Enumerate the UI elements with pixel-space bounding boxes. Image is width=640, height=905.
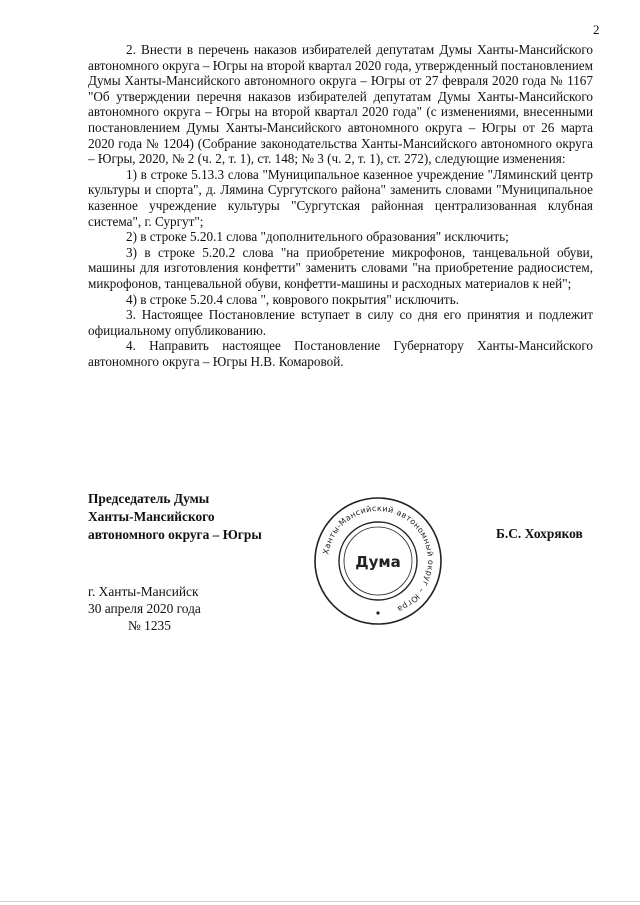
paragraph-amendments-intro: 2. Внести в перечень наказов избирателей депутатам Думы Ханты-Мансийского автономного округа – Югры на второй квартал 2020 года, утвержденный постановлением Думы Ханты-Мансийского автономного округа – Югры от 27 февраля 2020 года № 1167 "Об утверждении перечня наказов избирателей депутатам Думы Ханты-Мансийского автономного округа – Югры на второй квартал 2020 года" (с изменениями, внесенными постановлением Думы Ханты-Мансийского автономного округа – Югры от 26 марта 2020 года № 1204) (Собрание законодательства Ханты-Мансийского автономного округа – Югры, 2020, № 2 (ч. 2, т. 1), ст. 148; № 3 (ч. 2, т. 1), ст. 272), следующие изменения: (88, 42, 593, 167)
signatory-title-line: Ханты-Мансийского (88, 509, 215, 524)
paragraph-amendment-3: 3) в строке 5.20.2 слова "на приобретение микрофонов, танцевальной обуви, машины для изготовления конфетти" заменить словами "на приобретение радиосистем, микрофонов, танцевальной обуви, конфетти-машины и расходных материалов к ней"; (88, 244, 593, 291)
paragraph-amendment-2: 2) в строке 5.20.1 слова "дополнительного образования" исключить; (126, 229, 509, 245)
signatory-title-line: Председатель Думы (88, 491, 210, 506)
paragraph-entry-into-force: 3. Настоящее Постановление вступает в силу со дня его принятия и подлежит официальному опубликованию. (88, 307, 593, 338)
signatory-title-line: автономного округа – Югры (88, 527, 262, 542)
official-seal (312, 495, 444, 627)
signatory-name: Б.С. Хохряков (496, 526, 583, 541)
page-bottom-rule (0, 901, 640, 902)
seal-center-text: Дума (355, 553, 401, 571)
place-and-date (88, 583, 201, 634)
date: 30 апреля 2020 года (88, 601, 201, 616)
paragraph-amendment-1: 1) в строке 5.13.3 слова "Муниципальное казенное учреждение "Ляминский центр культуры и спорта", д. Лямина Сургутского района" заменить словами "Муниципальное казенное учреждение культуры "Сургутская районная централизованная клубная система", г. Сургут"; (88, 166, 593, 229)
place: г. Ханты-Мансийск (88, 584, 199, 599)
page-number: 2 (593, 22, 600, 37)
paragraph-amendment-4: 4) в строке 5.20.4 слова ", коврового покрытия" исключить. (126, 291, 460, 307)
signatory-title (88, 490, 262, 544)
document-body (88, 42, 593, 369)
paragraph-send-to-governor: 4. Направить настоящее Постановление Губернатору Ханты-Мансийского автономного округа – Югры Н.В. Комаровой. (88, 338, 593, 369)
document-number: № 1235 (128, 618, 171, 633)
seal-ring-text: Ханты-Мансийский автономный округ – Югра (321, 503, 436, 614)
